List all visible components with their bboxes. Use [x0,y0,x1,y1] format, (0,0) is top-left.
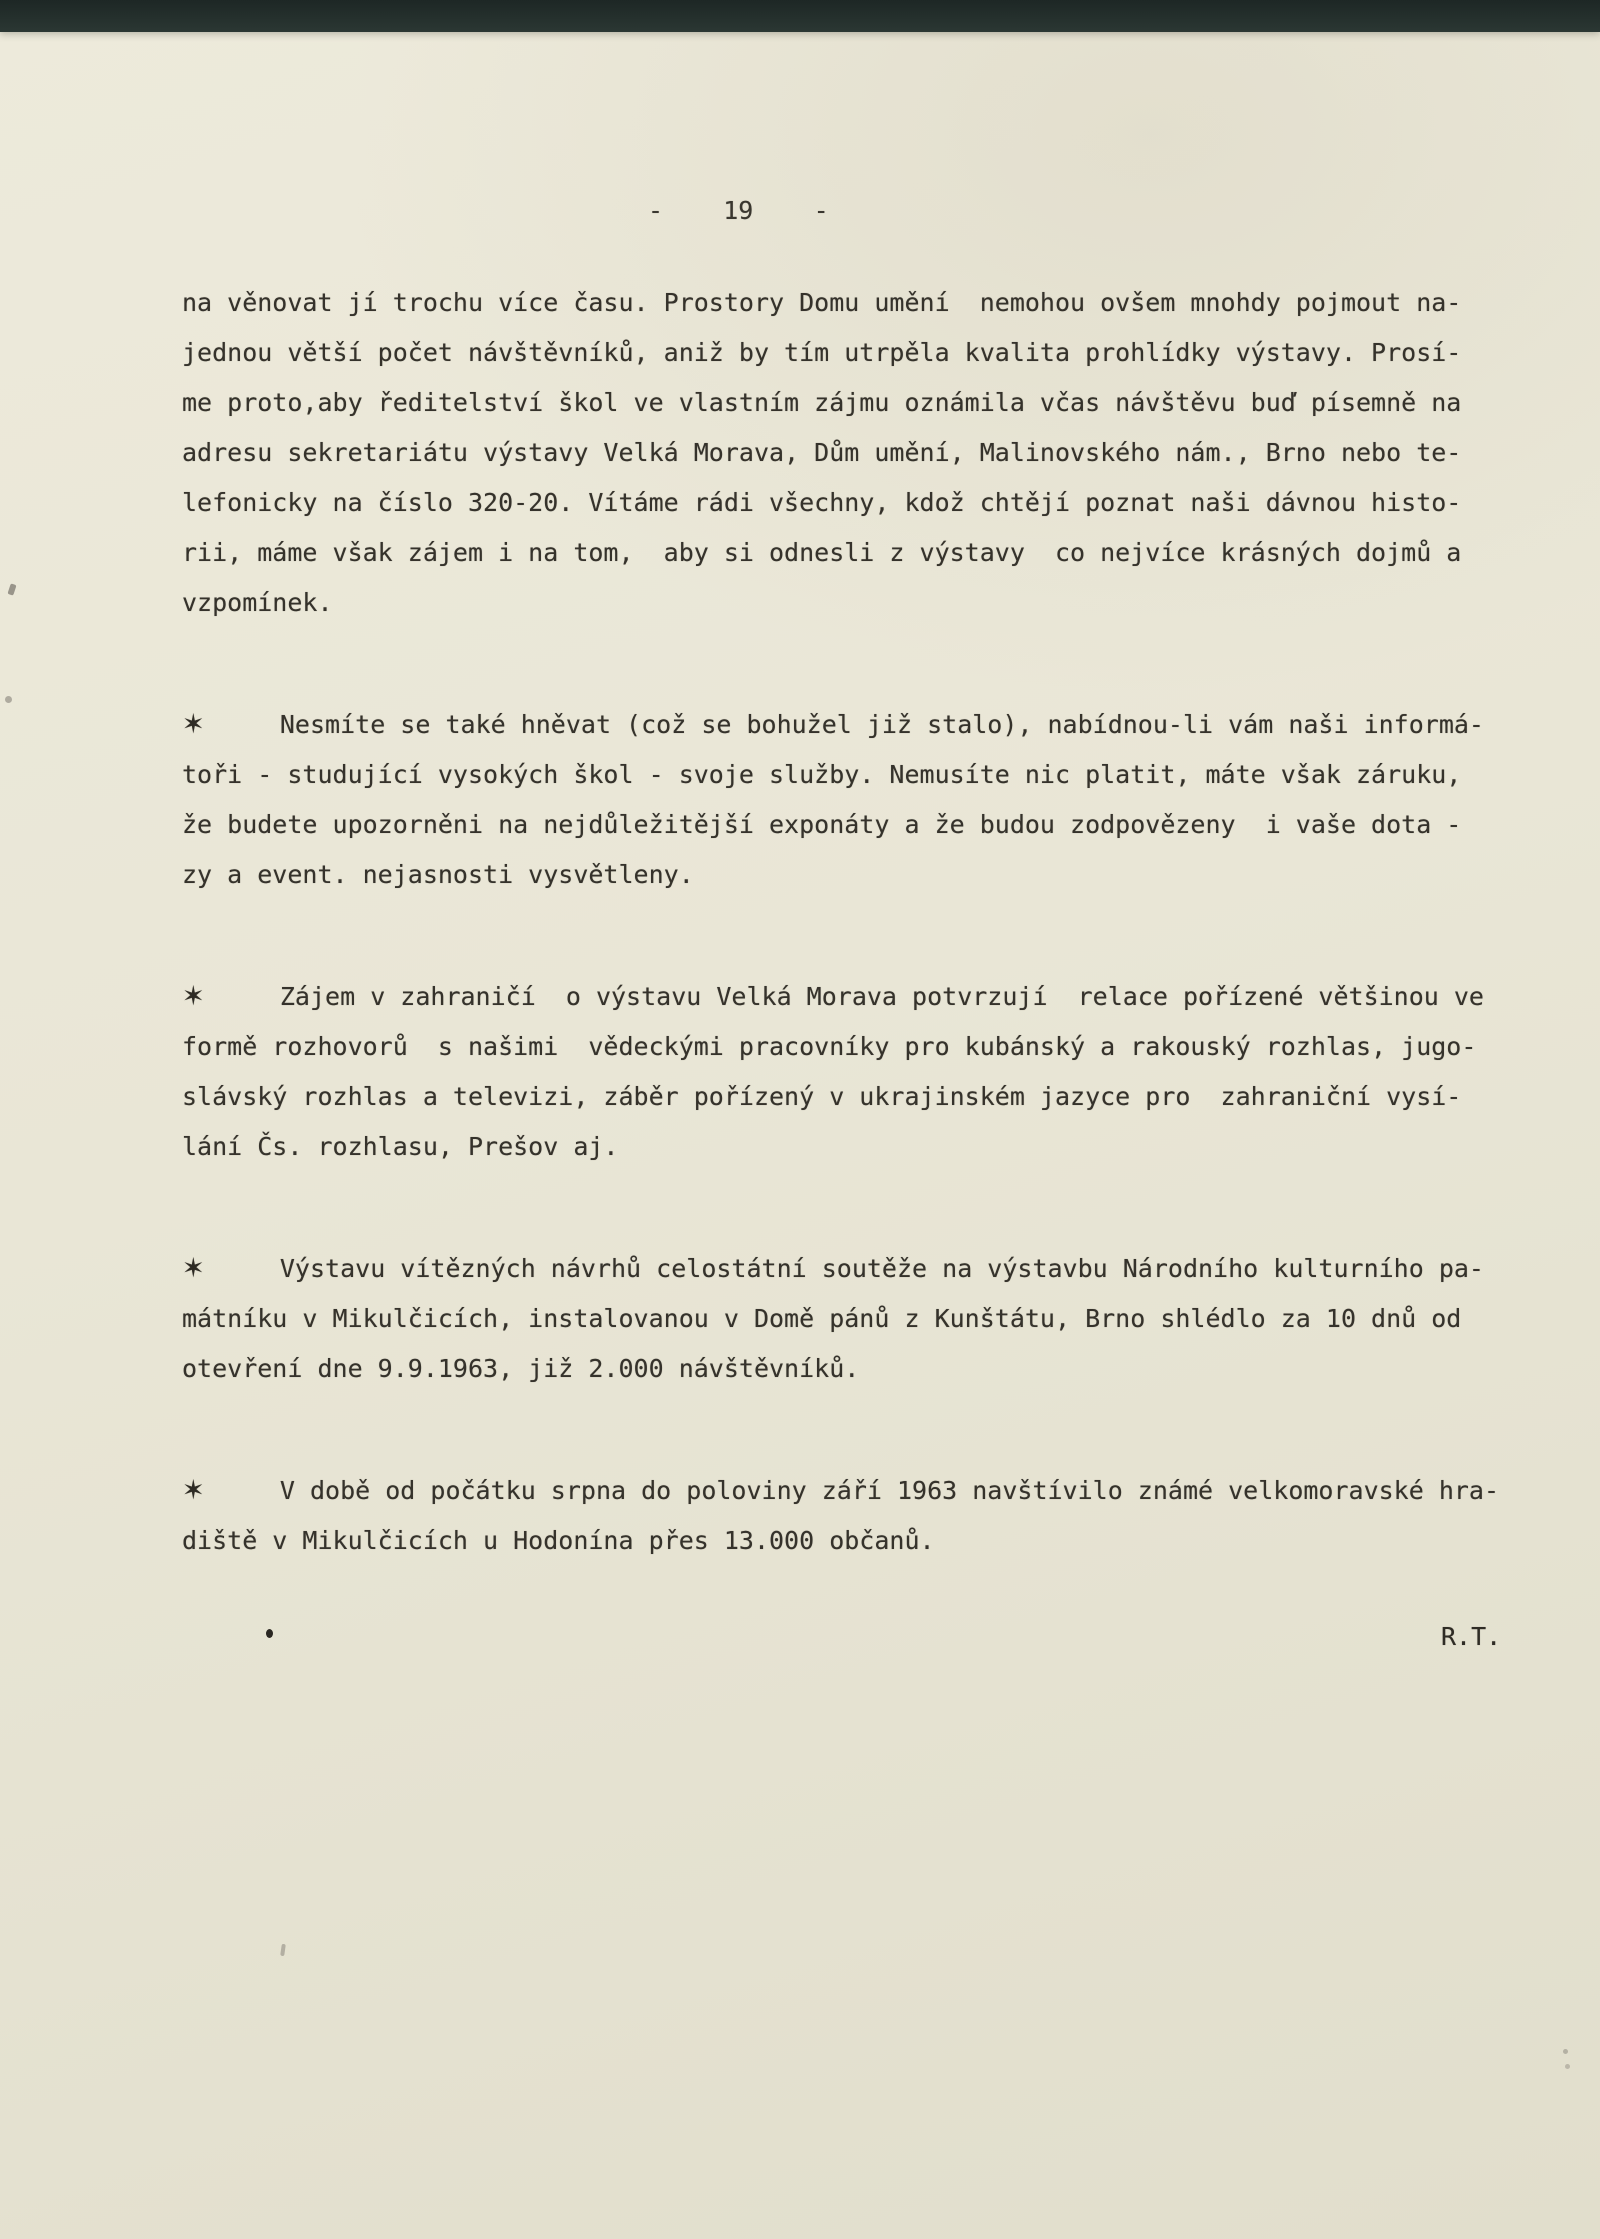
text-line: adresu sekretariátu výstavy Velká Morava, Dům umění, Malinovského nám., Brno nebo te- [182,438,1462,467]
text-line: otevření dne 9.9.1963, již 2.000 návštěvníků. [182,1354,860,1383]
paragraph [182,1244,1522,1394]
text-line: na věnovat jí trochu více času. Prostory Domu umění nemohou ovšem mnohdy pojmout na- [182,288,1462,317]
document-body [182,278,1522,1638]
asterisk-marker-icon: ✶ [182,709,205,740]
paragraph [182,700,1522,900]
text-line: že budete upozorněni na nejdůležitější exponáty a že budou zodpovězeny i vaše dota - [182,810,1462,839]
scan-speck [1565,2064,1570,2069]
text-line: lefonicky na číslo 320-20. Vítáme rádi všechny, kdož chtějí poznat naši dávnou histo- [182,488,1462,517]
text-line: ✶ Nesmíte se také hněvat (což se bohužel již stalo), nabídnou-li vám naši informá- [182,709,1484,740]
paragraph [182,1466,1522,1566]
asterisk-marker-icon: ✶ [182,1253,205,1284]
signature-initials: R.T. [1441,1622,1502,1651]
paragraph [182,972,1522,1172]
text-line: lání Čs. rozhlasu, Prešov aj. [182,1132,619,1161]
text-line: ✶ Zájem v zahraničí o výstavu Velká Morava potvrzují relace pořízené většinou ve [182,981,1484,1012]
scan-speck [5,696,12,703]
text-line: mátníku v Mikulčicích, instalovanou v Domě pánů z Kunštátu, Brno shlédlo za 10 dnů od [182,1304,1462,1333]
text-line: diště v Mikulčicích u Hodonína přes 13.000 občanů. [182,1526,935,1555]
paragraph [182,278,1522,628]
text-line: slávský rozhlas a televizi, záběr pořízený v ukrajinském jazyce pro zahraniční vysí- [182,1082,1462,1111]
page-number: - 19 - [648,196,829,225]
scan-speck [7,583,16,595]
scan-top-edge [0,0,1600,32]
text-line: zy a event. nejasnosti vysvětleny. [182,860,694,889]
text-line: ✶ V době od počátku srpna do poloviny září 1963 navštívilo známé velkomoravské hra- [182,1475,1500,1506]
text-line: toři - studující vysokých škol - svoje služby. Nemusíte nic platit, máte však záruku, [182,760,1462,789]
asterisk-marker-icon: ✶ [182,1475,205,1506]
ink-dot [266,1629,273,1638]
scan-speck [280,1944,286,1956]
text-line: ✶ Výstavu vítězných návrhů celostátní soutěže na výstavbu Národního kulturního pa- [182,1253,1484,1284]
text-line: formě rozhovorů s našimi vědeckými pracovníky pro kubánský a rakouský rozhlas, jugo- [182,1032,1477,1061]
text-line: me proto,aby ředitelství škol ve vlastním zájmu oznámila včas návštěvu buď písemně na [182,388,1462,417]
text-line: jednou větší počet návštěvníků, aniž by tím utrpěla kvalita prohlídky výstavy. Prosí- [182,338,1462,367]
text-line: rii, máme však zájem i na tom, aby si odnesli z výstavy co nejvíce krásných dojmů a [182,538,1462,567]
scan-speck [1563,2049,1568,2054]
asterisk-marker-icon: ✶ [182,981,205,1012]
text-line: vzpomínek. [182,588,333,617]
